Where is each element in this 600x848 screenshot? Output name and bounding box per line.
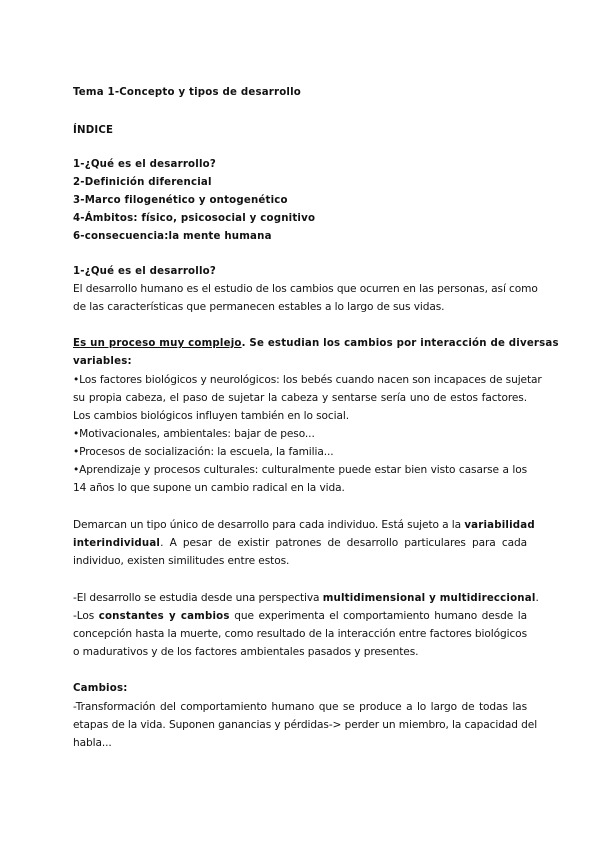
bold-phrase: interindividual xyxy=(73,538,161,549)
index-item: 2-Definición diferencial xyxy=(73,177,212,188)
paragraph-line: Los cambios biológicos influyen también en lo social. xyxy=(73,410,349,422)
document-title: Tema 1-Concepto y tipos de desarrollo xyxy=(73,87,302,98)
paragraph-line: o madurativos y de los factores ambientales pasados y presentes. xyxy=(73,646,419,658)
section-heading: Cambios: xyxy=(73,683,128,694)
paragraph-line: Demarcan un tipo único de desarrollo para cada individuo. Está sujeto a la variabilidad xyxy=(73,519,535,531)
bullet-line: •Aprendizaje y procesos culturales: culturalmente puede estar bien visto casarse a los xyxy=(73,464,527,476)
paragraph-line: concepción hasta la muerte, como resultado de la interacción entre factores biológicos xyxy=(73,628,527,640)
index-heading: ÍNDICE xyxy=(73,125,114,136)
paragraph-line: etapas de la vida. Suponen ganancias y pérdidas-> perder un miembro, la capacidad del xyxy=(73,719,538,731)
paragraph-line: su propia cabeza, el paso de sujetar la cabeza y sentarse sería uno de estos factores. xyxy=(73,392,527,404)
bold-phrase: constantes y cambios xyxy=(98,611,230,622)
paragraph-line: -Transformación del comportamiento humano que se produce a lo largo de todas las xyxy=(73,701,527,713)
index-item: 1-¿Qué es el desarrollo? xyxy=(73,159,216,170)
bold-paragraph-line xyxy=(73,337,559,351)
paragraph-line: individuo, existen similitudes entre estos. xyxy=(73,555,290,567)
paragraph-line: interindividual. A pesar de existir patrones de desarrollo particulares para cada xyxy=(73,537,527,549)
paragraph-line: de las características que permanecen estables a lo largo de sus vidas. xyxy=(73,301,445,313)
bullet-line: •Los factores biológicos y neurológicos: los bebés cuando nacen son incapaces de sujetar xyxy=(73,374,542,386)
bold-paragraph-line: variables: xyxy=(73,356,132,367)
index-item: 3-Marco filogenético y ontogenético xyxy=(73,195,288,206)
index-item: 6-consecuencia:la mente humana xyxy=(73,231,272,242)
bullet-line: •Procesos de socialización: la escuela, la familia... xyxy=(73,446,334,458)
bold-phrase: variabilidad xyxy=(464,520,535,531)
paragraph-line: -El desarrollo se estudia desde una perspectiva multidimensional y multidireccional. xyxy=(73,592,539,604)
index-item: 4-Ámbitos: físico, psicosocial y cognitivo xyxy=(73,213,316,224)
bold-phrase: multidimensional y multidireccional xyxy=(322,593,536,604)
paragraph-line: El desarrollo humano es el estudio de los cambios que ocurren en las personas, así como xyxy=(73,283,538,295)
bullet-line: •Motivacionales, ambientales: bajar de peso... xyxy=(73,428,315,440)
paragraph-line: -Los constantes y cambios que experimenta el comportamiento humano desde la xyxy=(73,610,527,622)
bold-phrase: Se estudian los cambios por interacción de diversas xyxy=(249,338,559,349)
section-heading: 1-¿Qué es el desarrollo? xyxy=(73,266,216,277)
paragraph-line: habla... xyxy=(73,737,112,749)
bold-phrase: Es un proceso muy complejo. xyxy=(73,338,246,349)
paragraph-line: 14 años lo que supone un cambio radical en la vida. xyxy=(73,482,345,494)
